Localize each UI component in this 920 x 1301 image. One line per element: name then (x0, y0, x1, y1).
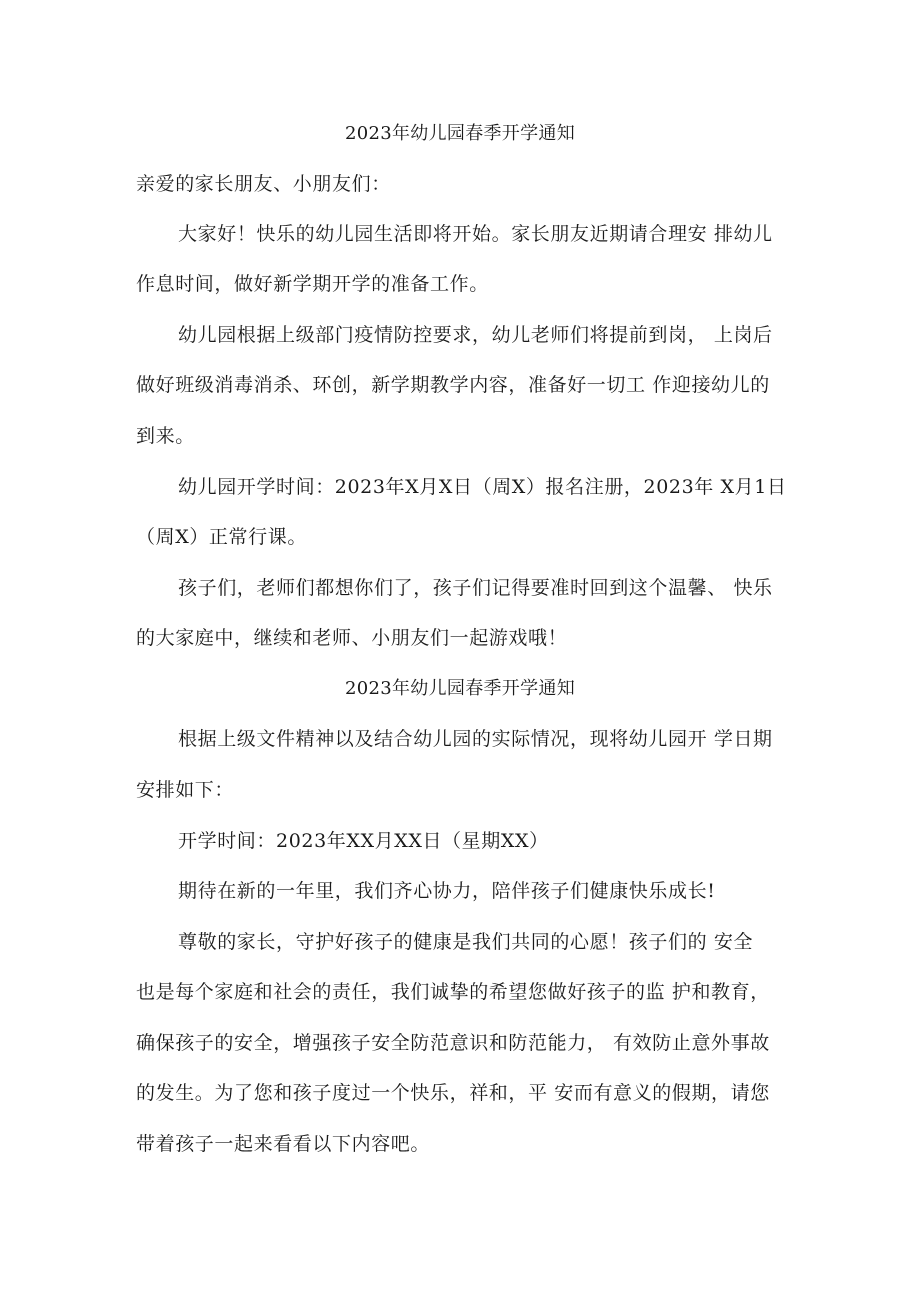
greeting-line: 亲爱的家长朋友、小朋友们： (136, 173, 391, 195)
paragraph-8-line-3: 确保孩子的安全，增强孩子安全防范意识和防范能力， 有效防止意外事故 (136, 1032, 770, 1054)
paragraph-2-line-2: 做好班级消毒消杀、环创，新学期教学内容，准备好一切工 作迎接幼儿的 (136, 374, 770, 396)
paragraph-5-line-2: 安排如下： (136, 779, 235, 801)
notice-title-2: 2023年幼儿园春季开学通知 (344, 678, 575, 699)
notice-title: 2023年幼儿园春季开学通知 (344, 123, 575, 144)
paragraph-2-line-3: 到来。 (136, 425, 195, 447)
paragraph-8-line-1: 尊敬的家长，守护好孩子的健康是我们共同的心愿！孩子们的 安全 (178, 931, 754, 953)
start-date-line: 开学时间：2023年XX月XX日（星期XX） (178, 830, 549, 852)
paragraph-4-line-1: 孩子们，老师们都想你们了，孩子们记得要准时回到这个温馨、 快乐 (178, 577, 773, 599)
expectation-line: 期待在新的一年里，我们齐心协力，陪伴孩子们健康快乐成长! (178, 880, 716, 902)
paragraph-8-line-5: 带着孩子一起来看看以下内容吧。 (136, 1133, 431, 1155)
paragraph-3-line-1: 幼儿园开学时间：2023年X月X日（周X）报名注册，2023年 X月1日 (178, 476, 787, 498)
paragraph-4-line-2: 的大家庭中，继续和老师、小朋友们一起游戏哦！ (136, 627, 568, 649)
paragraph-1-line-2: 作息时间，做好新学期开学的准备工作。 (136, 273, 489, 295)
paragraph-2-line-1: 幼儿园根据上级部门疫情防控要求，幼儿老师们将提前到岗， 上岗后 (178, 324, 773, 346)
paragraph-1-line-1: 大家好！快乐的幼儿园生活即将开始。家长朋友近期请合理安 排幼儿 (178, 223, 773, 245)
paragraph-3-line-2: （周X）正常行课。 (136, 526, 307, 548)
paragraph-8-line-4: 的发生。为了您和孩子度过一个快乐，祥和，平 安而有意义的假期，请您 (136, 1082, 770, 1104)
paragraph-5-line-1: 根据上级文件精神以及结合幼儿园的实际情况，现将幼儿园开 学日期 (178, 728, 773, 750)
paragraph-8-line-2: 也是每个家庭和社会的责任，我们诚挚的希望您做好孩子的监 护和教育， (136, 981, 770, 1003)
